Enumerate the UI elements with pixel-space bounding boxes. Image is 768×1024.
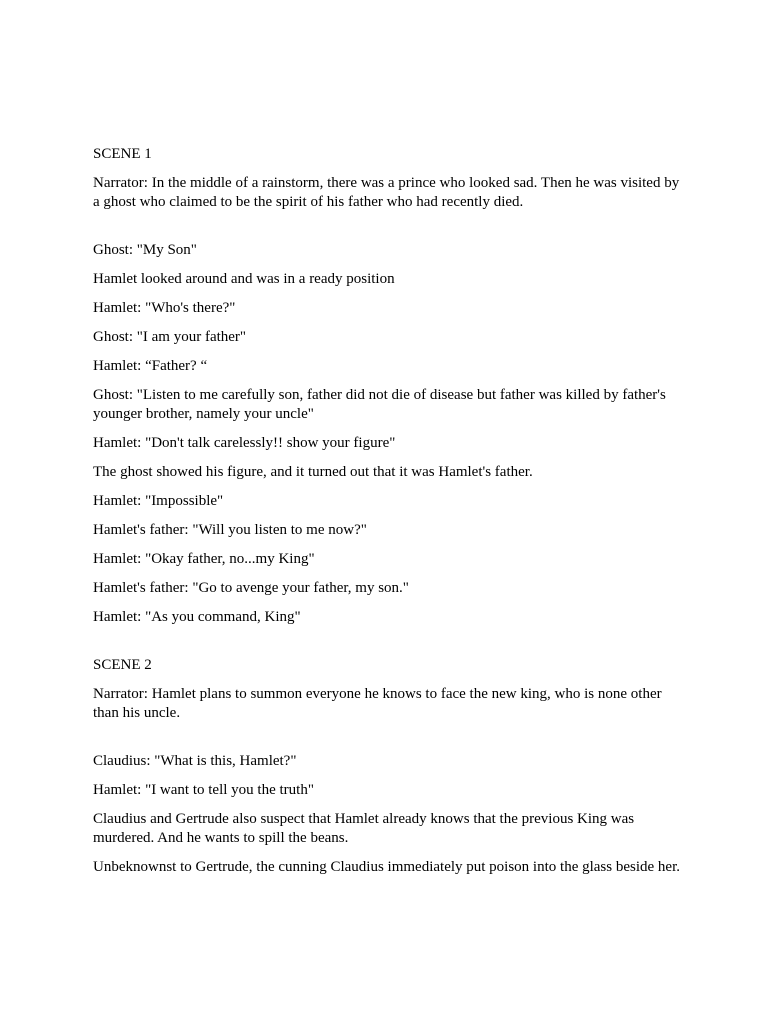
narration-paragraph: Narrator: In the middle of a rainstorm, there was a prince who looked sad. Then he was visited by a ghost who claimed to be the spirit of his father who had recently died. xyxy=(93,175,680,210)
dialogue-line: Hamlet: "Who's there?" xyxy=(93,300,236,316)
dialogue-line: Hamlet: "Impossible" xyxy=(93,493,224,509)
narration-paragraph: Narrator: Hamlet plans to summon everyone he knows to face the new king, who is none other than his uncle. xyxy=(93,686,662,721)
dialogue-line: Hamlet: "As you command, King" xyxy=(93,609,301,625)
dialogue-line: Ghost: "Listen to me carefully son, father did not die of disease but father was killed by father's younger brother, namely your uncle" xyxy=(93,387,666,422)
dialogue-line: Claudius: "What is this, Hamlet?" xyxy=(93,753,297,769)
stage-direction: Claudius and Gertrude also suspect that Hamlet already knows that the previous King was murdered. And he wants to spill the beans. xyxy=(93,811,635,846)
dialogue-line: Ghost: "My Son" xyxy=(93,242,197,258)
stage-direction: Unbeknownst to Gertrude, the cunning Claudius immediately put poison into the glass beside her. xyxy=(93,859,680,875)
scene-heading: SCENE 1 xyxy=(93,146,152,162)
document-body xyxy=(93,145,683,887)
scene-heading: SCENE 2 xyxy=(93,657,152,673)
dialogue-line: Hamlet: "I want to tell you the truth" xyxy=(93,782,314,798)
dialogue-line: Hamlet's father: "Go to avenge your father, my son." xyxy=(93,580,409,596)
stage-direction: The ghost showed his figure, and it turned out that it was Hamlet's father. xyxy=(93,464,533,480)
dialogue-line: Hamlet: "Okay father, no...my King" xyxy=(93,551,315,567)
dialogue-line: Hamlet: "Don't talk carelessly!! show your figure" xyxy=(93,435,396,451)
dialogue-line: Ghost: "I am your father" xyxy=(93,329,247,345)
stage-direction: Hamlet looked around and was in a ready position xyxy=(93,271,395,287)
dialogue-line: Hamlet: “Father? “ xyxy=(93,358,208,374)
dialogue-line: Hamlet's father: "Will you listen to me now?" xyxy=(93,522,367,538)
